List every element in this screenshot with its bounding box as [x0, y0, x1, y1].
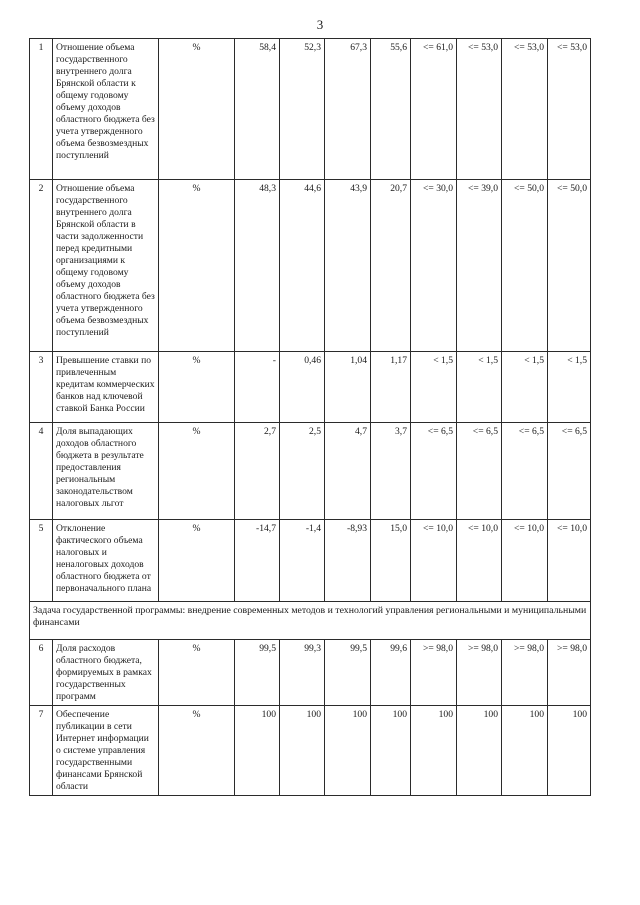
table-row [30, 423, 591, 520]
indicators-table [29, 38, 591, 796]
indicator-name: Обеспечение публикации в сети Интернет информации о системе управления государственными финансами Брянской области [53, 706, 159, 796]
value-cell: <= 10,0 [411, 520, 457, 602]
unit-cell: % [159, 423, 235, 520]
unit-cell: % [159, 706, 235, 796]
row-number: 4 [30, 423, 53, 520]
value-cell: 43,9 [325, 180, 371, 352]
value-cell: -8,93 [325, 520, 371, 602]
unit-cell: % [159, 352, 235, 423]
value-cell: 100 [371, 706, 411, 796]
value-cell: <= 53,0 [502, 39, 548, 180]
value-cell: 100 [411, 706, 457, 796]
value-cell: 58,4 [235, 39, 280, 180]
value-cell: 3,7 [371, 423, 411, 520]
value-cell: <= 53,0 [457, 39, 502, 180]
value-cell: <= 53,0 [548, 39, 591, 180]
task-heading: Задача государственной программы: внедрение современных методов и технологий управления региональными и муниципальными финансами [30, 602, 591, 640]
value-cell: 55,6 [371, 39, 411, 180]
value-cell: <= 6,5 [502, 423, 548, 520]
value-cell: <= 61,0 [411, 39, 457, 180]
value-cell: <= 30,0 [411, 180, 457, 352]
value-cell: 100 [325, 706, 371, 796]
value-cell: 2,5 [280, 423, 325, 520]
page-number: 3 [316, 17, 324, 32]
unit-cell: % [159, 39, 235, 180]
value-cell: 99,6 [371, 640, 411, 706]
value-cell: < 1,5 [502, 352, 548, 423]
value-cell: 15,0 [371, 520, 411, 602]
value-cell: 99,3 [280, 640, 325, 706]
value-cell: >= 98,0 [548, 640, 591, 706]
indicator-name: Доля расходов областного бюджета, формируемых в рамках государственных программ [53, 640, 159, 706]
indicator-name: Отношение объема государственного внутреннего долга Брянской области к общему годовому объему доходов областного бюджета без учета утвержденного объема безвозмездных поступлений [53, 39, 159, 180]
value-cell: < 1,5 [548, 352, 591, 423]
value-cell: <= 6,5 [548, 423, 591, 520]
value-cell: 1,17 [371, 352, 411, 423]
row-number: 7 [30, 706, 53, 796]
value-cell: <= 6,5 [457, 423, 502, 520]
table-row [30, 352, 591, 423]
value-cell: <= 39,0 [457, 180, 502, 352]
value-cell: 67,3 [325, 39, 371, 180]
value-cell: 99,5 [235, 640, 280, 706]
value-cell: 100 [280, 706, 325, 796]
value-cell: 44,6 [280, 180, 325, 352]
row-number: 2 [30, 180, 53, 352]
value-cell: 1,04 [325, 352, 371, 423]
value-cell: - [235, 352, 280, 423]
row-number: 5 [30, 520, 53, 602]
value-cell: >= 98,0 [457, 640, 502, 706]
indicator-name: Доля выпадающих доходов областного бюджета в результате предоставления региональным законодательством налоговых льгот [53, 423, 159, 520]
indicator-name: Отношение объема государственного внутреннего долга Брянской области в части задолженности перед кредитными организациями к общему годовому объему доходов областного бюджета без учета утвержденного объема безвозмездных поступлений [53, 180, 159, 352]
unit-cell: % [159, 520, 235, 602]
value-cell: 2,7 [235, 423, 280, 520]
indicator-name: Превышение ставки по привлеченным кредитам коммерческих банков над ключевой ставкой Банка России [53, 352, 159, 423]
value-cell: 4,7 [325, 423, 371, 520]
value-cell: 20,7 [371, 180, 411, 352]
row-number: 1 [30, 39, 53, 180]
value-cell: <= 50,0 [548, 180, 591, 352]
table-row [30, 640, 591, 706]
value-cell: 100 [457, 706, 502, 796]
task-heading-row [30, 602, 591, 640]
table-row [30, 520, 591, 602]
value-cell: <= 10,0 [548, 520, 591, 602]
indicator-name: Отклонение фактического объема налоговых и неналоговых доходов областного бюджета от первоначального плана [53, 520, 159, 602]
value-cell: >= 98,0 [411, 640, 457, 706]
table-row [30, 39, 591, 180]
value-cell: 100 [548, 706, 591, 796]
value-cell: -14,7 [235, 520, 280, 602]
table-row [30, 706, 591, 796]
value-cell: < 1,5 [411, 352, 457, 423]
value-cell: < 1,5 [457, 352, 502, 423]
value-cell: <= 6,5 [411, 423, 457, 520]
value-cell: <= 50,0 [502, 180, 548, 352]
row-number: 3 [30, 352, 53, 423]
value-cell: 52,3 [280, 39, 325, 180]
value-cell: 100 [235, 706, 280, 796]
value-cell: 0,46 [280, 352, 325, 423]
value-cell: >= 98,0 [502, 640, 548, 706]
value-cell: <= 10,0 [457, 520, 502, 602]
unit-cell: % [159, 180, 235, 352]
value-cell: <= 10,0 [502, 520, 548, 602]
value-cell: 48,3 [235, 180, 280, 352]
unit-cell: % [159, 640, 235, 706]
value-cell: 99,5 [325, 640, 371, 706]
value-cell: -1,4 [280, 520, 325, 602]
row-number: 6 [30, 640, 53, 706]
value-cell: 100 [502, 706, 548, 796]
table-row [30, 180, 591, 352]
